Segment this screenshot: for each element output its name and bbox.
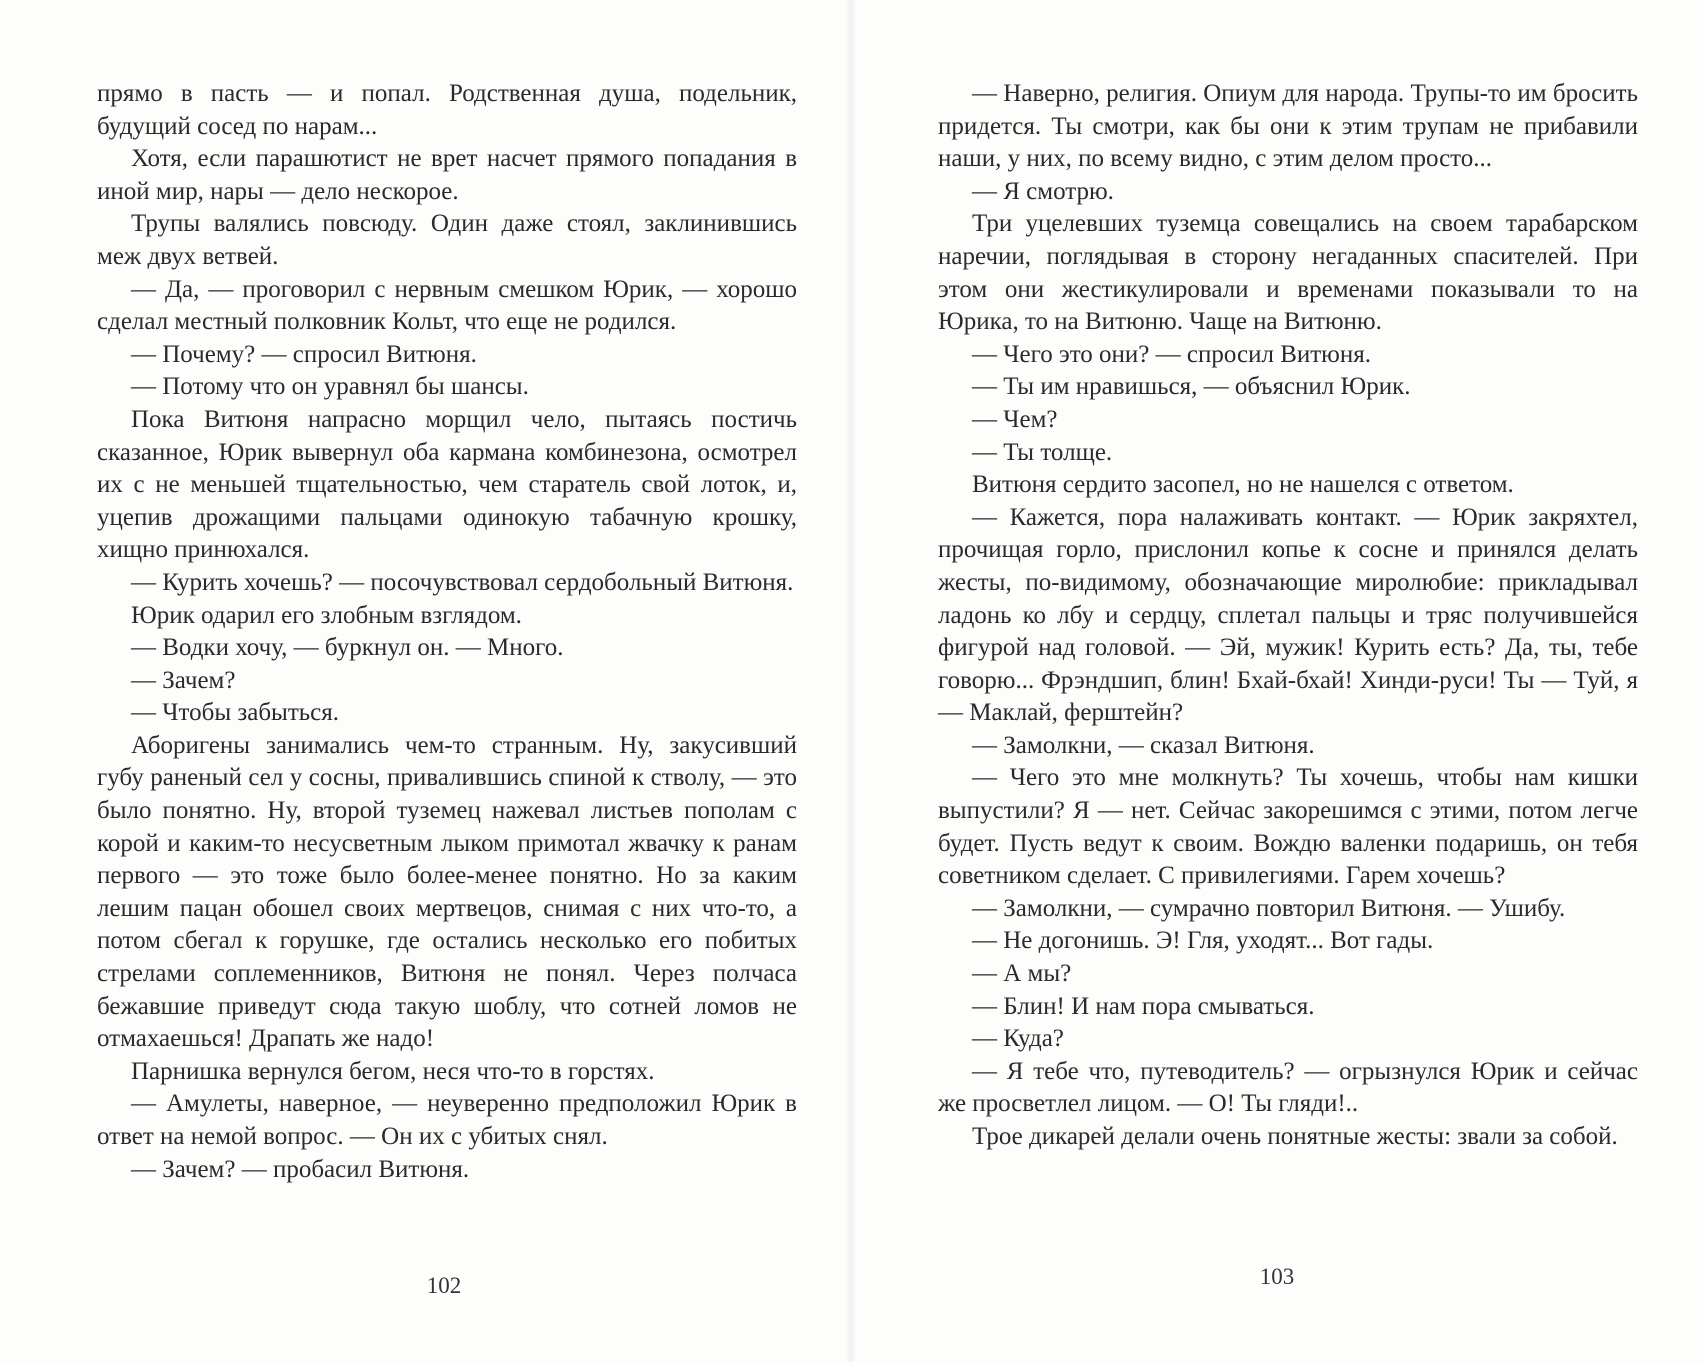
- left-page-number: 102: [426, 1273, 462, 1298]
- paragraph: — Курить хочешь? — посочувствовал сердобольный Витюня.: [131, 568, 794, 596]
- paragraph: Три уцелевших туземца совещались на своем тарабарском наречии, поглядывая в сторону негаданных спасителей. При этом они жестикулировали и временами показывали то на Юрика, то на Витюню. Чаще на Витюню.: [938, 210, 1638, 336]
- book-gutter: [846, 0, 856, 1362]
- paragraph: Трупы валялись повсюду. Один даже стоял, заклинившись меж двух ветвей.: [97, 210, 797, 270]
- paragraph: — Наверно, религия. Опиум для народа. Трупы-то им бросить придется. Ты смотри, как бы они к этим трупам не прибавили наши, у них, по всему видно, с этим делом просто...: [938, 80, 1638, 173]
- paragraph: Хотя, если парашютист не врет насчет прямого попадания в иной мир, нары — дело нескорое.: [97, 145, 797, 205]
- paragraph: — Да, — проговорил с нервным смешком Юрик, — хорошо сделал местный полковник Кольт, что еще не родился.: [97, 275, 797, 336]
- paragraph: — Водки хочу, — буркнул он. — Много.: [131, 634, 564, 662]
- right-page-text: [938, 78, 1638, 1154]
- paragraph: — А мы?: [972, 960, 1072, 988]
- paragraph: — Амулеты, наверное, — неуверенно предположил Юрик в ответ на немой вопрос. — Он их с убитых снял.: [97, 1090, 797, 1150]
- paragraph: — Не догонишь. Э! Гля, уходят... Вот гады.: [972, 927, 1434, 955]
- paragraph: Юрик одарил его злобным взглядом.: [131, 601, 522, 629]
- paragraph: — Ты толще.: [972, 438, 1113, 466]
- paragraph: — Чем?: [972, 405, 1058, 433]
- paragraph: Парнишка вернулся бегом, неся что-то в горстях.: [131, 1057, 655, 1085]
- paragraph: — Чтобы забыться.: [131, 699, 340, 727]
- paragraph: Аборигены занимались чем-то странным. Ну, закусивший губу раненый сел у сосны, привалившись спиной к стволу, — это было понятно. Ну, второй туземец нажевал листьев пополам с корой и каким-то несусветным лыком примотал жвачку к ранам первого — это тоже было более-менее понятно. Но за каким лешим пацан обошел своих мертвецов, снимая с них что-то, а потом сбегал к горушке, где остались несколько его побитых стрелами соплеменников, Витюня не понял. Через полчаса бежавшие приведут сюда такую шоблу, что сотней ломов не отмахаешься! Драпать же надо!: [97, 731, 797, 1053]
- paragraph: — Потому что он уравнял бы шансы.: [131, 373, 529, 401]
- paragraph: — Куда?: [972, 1025, 1064, 1053]
- paragraph: — Замолкни, — сумрачно повторил Витюня. — Ушибу.: [972, 894, 1566, 922]
- paragraph: — Зачем?: [131, 666, 236, 694]
- right-page-number: 103: [1259, 1264, 1295, 1289]
- paragraph: Трое дикарей делали очень понятные жесты: звали за собой.: [972, 1123, 1618, 1150]
- paragraph: — Чего это они? — спросил Витюня.: [972, 340, 1371, 368]
- paragraph: — Зачем? — пробасил Витюня.: [131, 1155, 470, 1183]
- paragraph: — Замолкни, — сказал Витюня.: [972, 731, 1315, 759]
- paragraph: — Блин! И нам пора смываться.: [972, 992, 1315, 1020]
- paragraph: — Почему? — спросил Витюня.: [131, 340, 477, 368]
- paragraph: Пока Витюня напрасно морщил чело, пытаясь постичь сказанное, Юрик вывернул оба кармана комбинезона, осмотрел их с не меньшей тщательностью, чем старатель свой лоток, и, уцепив дрожащими пальцами одинокую табачную крошку, хищно принюхался.: [97, 405, 797, 564]
- paragraph: прямо в пасть — и попал. Родственная душа, подельник, будущий сосед по нарам...: [97, 80, 797, 140]
- left-page-text: [97, 78, 797, 1186]
- paragraph: — Кажется, пора налаживать контакт. — Юрик закряхтел, прочищая горло, прислонил копье к сосне и принялся делать жесты, по-видимому, обозначающие миролюбие: прикладывал ладонь ко лбу и сердцу, сплетал пальцы и тряс получившейся фигурой над головой. — Эй, мужик! Курить есть? Да, ты, тебе говорю... Фрэндшип, блин! Бхай-бхай! Хинди-руси! Ты — Туй, я — Маклай, ферштейн?: [938, 503, 1638, 727]
- paragraph: Витюня сердито засопел, но не нашелся с ответом.: [972, 471, 1514, 499]
- paragraph: — Я смотрю.: [972, 177, 1114, 205]
- paragraph: — Ты им нравишься, — объяснил Юрик.: [972, 373, 1411, 401]
- paragraph: — Я тебе что, путеводитель? — огрызнулся Юрик и сейчас же просветлел лицом. — О! Ты гляди!..: [938, 1057, 1638, 1118]
- paragraph: — Чего это мне молкнуть? Ты хочешь, чтобы нам кишки выпустили? Я — нет. Сейчас закорешимся с этими, потом легче будет. Пусть ведут к своим. Вождю валенки подаришь, он тебя советником сделает. С привилегиями. Гарем хочешь?: [938, 764, 1638, 890]
